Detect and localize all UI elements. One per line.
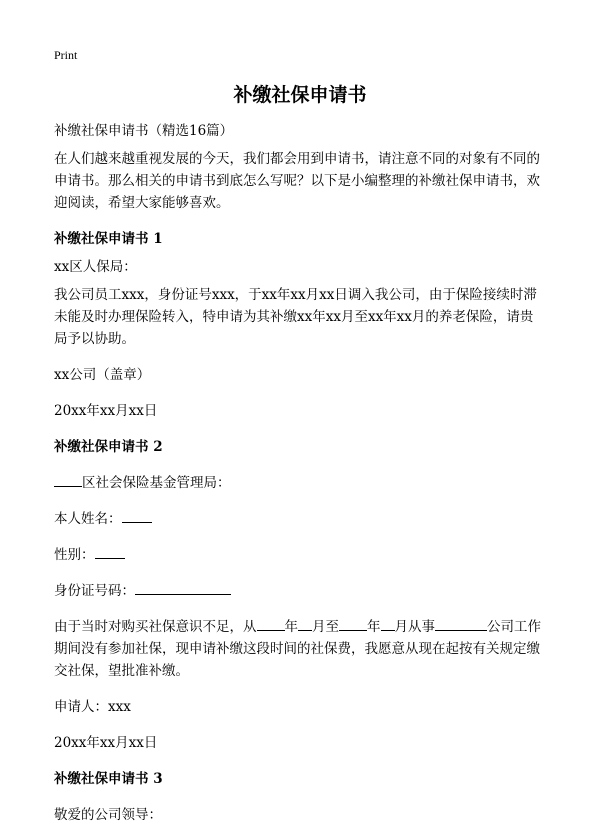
body-text: 年 — [367, 619, 381, 635]
print-link[interactable]: Print — [54, 48, 78, 62]
blank-line — [257, 616, 285, 631]
blank-line — [95, 544, 125, 559]
section-heading-3: 补缴社保申请书 3 — [54, 771, 163, 787]
blank-line — [339, 616, 367, 631]
body-text: 期间没有参加社保，现申请补缴这段时间的社保费，我愿意从现在起按有关规定缴交社保，望批准补缴。 — [54, 641, 540, 679]
section-2-name-field — [54, 508, 546, 530]
section-3-addressee: 敬爱的公司领导： — [54, 807, 162, 823]
blank-line — [381, 616, 395, 631]
section-2-body — [54, 616, 546, 682]
gender-label: 性别： — [54, 547, 95, 563]
section-2-date: 20xx年xx月xx日 — [54, 735, 158, 751]
section-1-signature: xx公司（盖章） — [54, 367, 151, 383]
section-2-id-field — [54, 580, 546, 602]
blank-line — [435, 616, 487, 631]
document-body — [54, 120, 546, 826]
section-2-gender-field — [54, 544, 546, 566]
addressee-text: 区社会保险基金管理局： — [82, 475, 231, 491]
section-2-addressee — [54, 472, 546, 494]
section-heading-1: 补缴社保申请书 1 — [54, 231, 163, 247]
section-1-date: 20xx年xx月xx日 — [54, 403, 158, 419]
id-label: 身份证号码： — [54, 583, 135, 599]
section-1-body: 我公司员工xxx，身份证号xxx，于xx年xx月xx日调入我公司，由于保险接续时滞未能及时办理保险转入，特申请为其补缴xx年xx月至xx年xx月的养老保险，请贵局予以协助。 — [54, 287, 537, 347]
blank-line — [54, 472, 82, 487]
name-label: 本人姓名： — [54, 511, 122, 527]
section-2-applicant: 申请人：xxx — [54, 699, 131, 715]
body-text: 月至 — [312, 619, 339, 635]
blank-line — [298, 616, 312, 631]
blank-line — [135, 580, 231, 595]
section-heading-2: 补缴社保申请书 2 — [54, 439, 163, 455]
blank-line — [122, 508, 152, 523]
page-title: 补缴社保申请书 — [233, 84, 367, 106]
body-text: 由于当时对购买社保意识不足，从 — [54, 619, 257, 635]
body-text: 公司工作 — [487, 619, 541, 635]
intro-paragraph: 在人们越来越重视发展的今天，我们都会用到申请书，请注意不同的对象有不同的申请书。那么相关的申请书到底怎么写呢？以下是小编整理的补缴社保申请书，欢迎阅读，希望大家能够喜欢。 — [54, 151, 540, 211]
document-subtitle: 补缴社保申请书（精选16篇） — [54, 123, 234, 139]
body-text: 年 — [284, 619, 298, 635]
section-1-addressee: xx区人保局： — [54, 259, 137, 275]
body-text: 月从事 — [394, 619, 435, 635]
